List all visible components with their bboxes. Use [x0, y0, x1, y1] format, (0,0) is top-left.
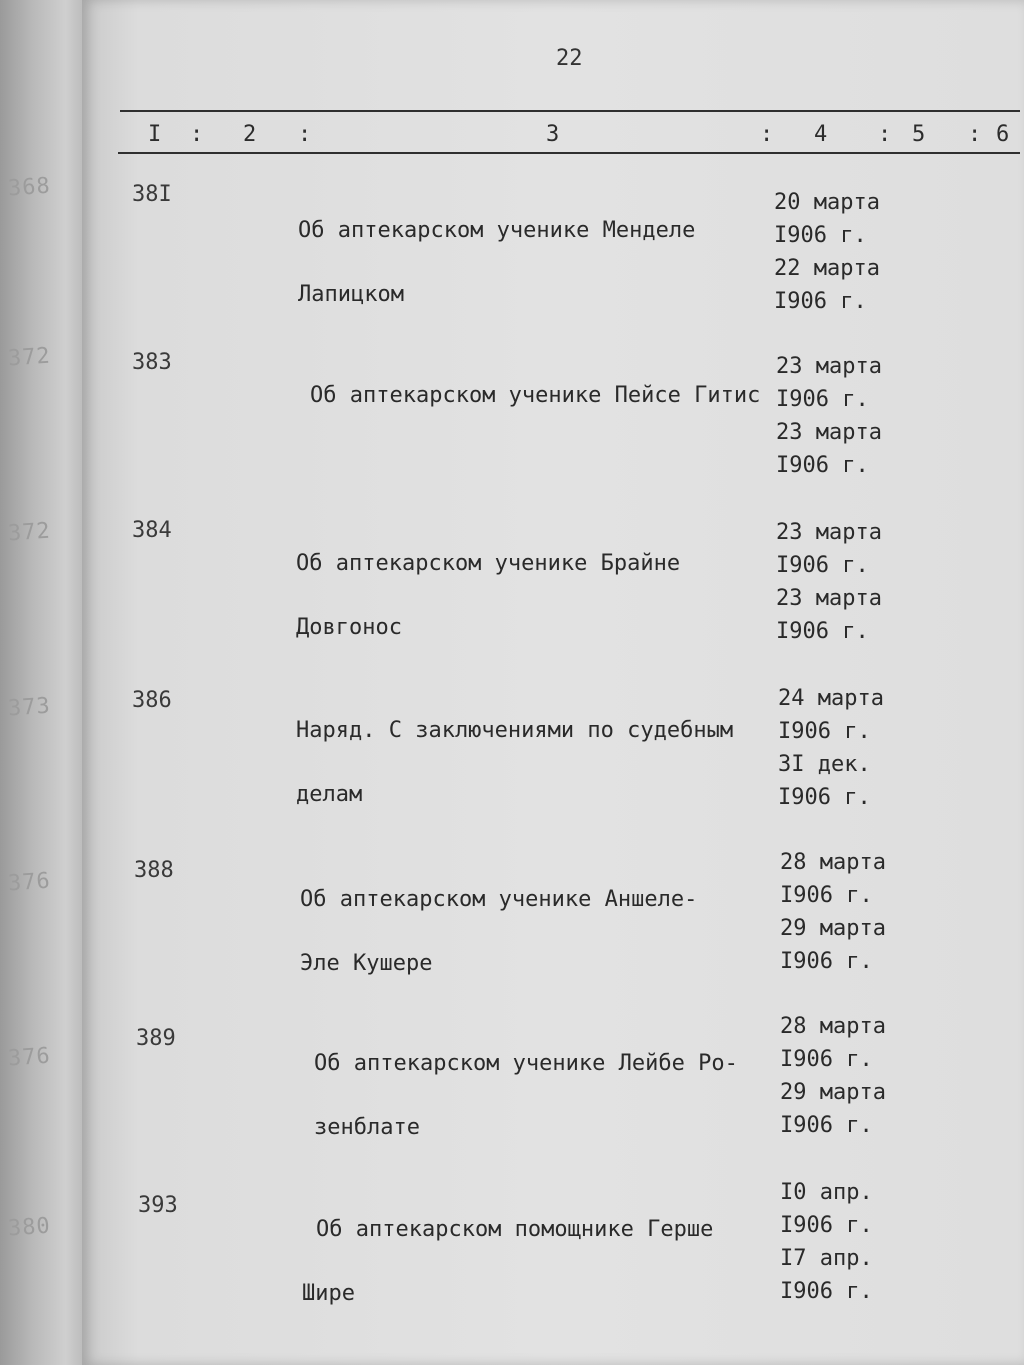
- date-start-year: I906 г.: [780, 1213, 873, 1238]
- date-start: 23 марта: [776, 354, 882, 379]
- entry-title-line: Об аптекарском помощнике Герше: [316, 1217, 714, 1242]
- column-separator: :: [878, 122, 892, 147]
- date-end-year: I906 г.: [778, 785, 871, 810]
- entry-title-line: Довгонос: [296, 615, 402, 640]
- gutter-number: 380: [7, 1213, 52, 1242]
- date-start: 28 марта: [780, 850, 886, 875]
- entry-number: 38I: [132, 182, 172, 207]
- entry-title: [300, 852, 770, 1012]
- entry-dates: [780, 1176, 873, 1308]
- entry-title: [310, 348, 780, 444]
- gutter-number: 372: [7, 518, 52, 547]
- entry-dates: [776, 516, 882, 648]
- entry-title: [298, 183, 768, 343]
- entry-number: 393: [138, 1193, 178, 1218]
- gutter-number: 376: [7, 868, 52, 897]
- date-start-year: I906 г.: [780, 1047, 873, 1072]
- column-header-4: 4: [814, 122, 828, 147]
- column-header-3: 3: [546, 122, 560, 147]
- entry-number: 389: [136, 1026, 176, 1051]
- entry-dates: [780, 1010, 886, 1142]
- entry-number: 386: [132, 688, 172, 713]
- date-end: 22 марта: [774, 256, 880, 281]
- date-start: 20 марта: [774, 190, 880, 215]
- entry-dates: [774, 186, 880, 318]
- date-end: 23 марта: [776, 420, 882, 445]
- date-start-year: I906 г.: [774, 223, 867, 248]
- date-end-year: I906 г.: [780, 949, 873, 974]
- left-page-gutter: [0, 0, 82, 1365]
- gutter-number: 373: [7, 693, 52, 722]
- date-start: I0 апр.: [780, 1180, 873, 1205]
- header-bottom-rule: [118, 152, 1020, 154]
- entry-dates: [776, 350, 882, 482]
- column-header-1: I: [148, 122, 162, 147]
- page-number: 22: [556, 46, 583, 71]
- date-end-year: I906 г.: [776, 619, 869, 644]
- entry-title: [314, 1016, 784, 1176]
- entry-title: [302, 1182, 772, 1342]
- column-header-6: 6: [996, 122, 1010, 147]
- entry-title-line: Шире: [302, 1281, 355, 1306]
- gutter-number: 368: [7, 173, 52, 202]
- entry-number: 388: [134, 858, 174, 883]
- date-start: 23 марта: [776, 520, 882, 545]
- column-separator: :: [298, 122, 312, 147]
- entry-title-line: Наряд. С заключениями по судебным: [296, 718, 734, 743]
- date-start-year: I906 г.: [776, 553, 869, 578]
- entry-dates: [780, 846, 886, 978]
- entry-title-line: зенблате: [314, 1115, 420, 1140]
- date-end-year: I906 г.: [776, 453, 869, 478]
- entry-dates: [778, 682, 884, 814]
- entry-title-line: делам: [296, 782, 363, 807]
- column-separator: :: [760, 122, 774, 147]
- entry-title-line: Об аптекарском ученике Брайне: [296, 551, 681, 576]
- date-start: 24 марта: [778, 686, 884, 711]
- date-end: 23 марта: [776, 586, 882, 611]
- date-end-year: I906 г.: [780, 1279, 873, 1304]
- entry-title-line: Об аптекарском ученике Менделе: [298, 218, 696, 243]
- entry-title-line: Об аптекарском ученике Аншеле-: [300, 887, 698, 912]
- column-separator: :: [968, 122, 982, 147]
- date-start-year: I906 г.: [776, 387, 869, 412]
- date-start-year: I906 г.: [780, 883, 873, 908]
- date-end: 3I дек.: [778, 752, 871, 777]
- entry-title: [296, 683, 766, 843]
- entry-title-line: Об аптекарском ученике Лейбе Ро-: [314, 1051, 738, 1076]
- date-end-year: I906 г.: [780, 1113, 873, 1138]
- entry-title-line: Об аптекарском ученике Пейсе Гитис: [310, 383, 761, 408]
- header-top-rule: [120, 110, 1020, 112]
- entry-number: 384: [132, 518, 172, 543]
- entry-title: [296, 516, 766, 676]
- date-end: 29 марта: [780, 916, 886, 941]
- entry-title-line: Эле Кушере: [300, 951, 433, 976]
- date-start: 28 марта: [780, 1014, 886, 1039]
- column-header-5: 5: [912, 122, 926, 147]
- date-end-year: I906 г.: [774, 289, 867, 314]
- gutter-number: 376: [7, 1043, 52, 1072]
- column-header-2: 2: [243, 122, 257, 147]
- column-separator: :: [190, 122, 204, 147]
- gutter-number: 372: [7, 343, 52, 372]
- date-start-year: I906 г.: [778, 719, 871, 744]
- entry-title-line: Лапицком: [298, 282, 404, 307]
- date-end: 29 марта: [780, 1080, 886, 1105]
- entry-number: 383: [132, 350, 172, 375]
- date-end: I7 апр.: [780, 1246, 873, 1271]
